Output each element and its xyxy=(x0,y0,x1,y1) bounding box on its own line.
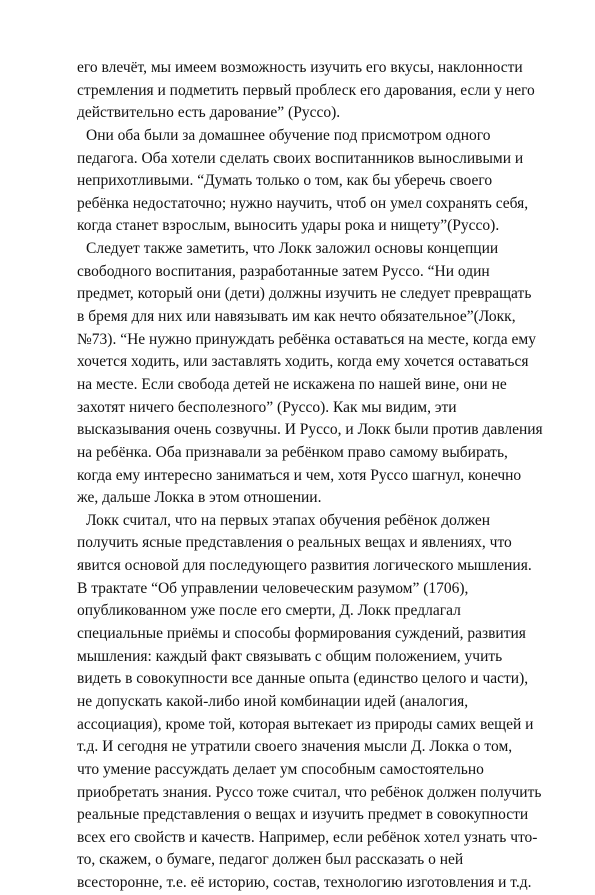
text-line: получить ясные представления о реальных вещах и явлениях, что xyxy=(77,534,512,552)
text-line: неприхотливыми. “Думать только о том, как бы уберечь своего xyxy=(77,172,493,190)
text-line: мышления: каждый факт связывать с общим положением, учить xyxy=(77,647,503,665)
text-line: то, скажем, о бумаге, педагог должен был рассказать о ней xyxy=(77,851,464,869)
text-line: свободного воспитания, разработанные затем Руссо. “Ни один xyxy=(77,262,490,280)
text-line: не допускать какой-либо иной комбинации идей (аналогия, xyxy=(77,692,469,710)
text-line: на месте. Если свобода детей не искажена по нашей вине, они не xyxy=(77,375,507,393)
text-line: педагога. Оба хотели сделать своих воспитанников выносливыми и xyxy=(77,149,524,167)
text-line: ассоциация), кроме той, которая вытекает из природы самих вещей и xyxy=(77,715,534,733)
text-line: явится основой для последующего развития логического мышления. xyxy=(77,557,532,575)
text-line: на ребёнка. Оба признавали за ребёнком право самому выбирать, xyxy=(77,443,508,461)
text-line: когда станет взрослым, выносить удары рока и нищету”(Руссо). xyxy=(77,217,500,235)
body-text xyxy=(77,57,547,895)
text-line: специальные приёмы и способы формирования суждений, развития xyxy=(77,625,526,643)
text-line: видеть в совокупности все данные опыта (единство целого и части), xyxy=(77,670,529,688)
text-line: предмет, который они (дети) должны изучить не следует превращать xyxy=(77,285,532,303)
text-line: №73). “Не нужно принуждать ребёнка оставаться на месте, когда ему xyxy=(77,330,536,348)
text-line: действительно есть дарование” (Руссо). xyxy=(77,104,341,122)
text-line: всех его свойств и качеств. Например, если ребёнок хотел узнать что- xyxy=(77,828,538,846)
text-line: высказывания очень созвучны. И Руссо, и Локк были против давления xyxy=(77,421,543,439)
text-line: когда ему интересно заниматься и чем, хотя Руссо шагнул, конечно xyxy=(77,466,522,484)
text-line: всесторонне, т.е. её историю, состав, технологию изготовления и т.д. xyxy=(77,874,532,892)
text-line: стремления и подметить первый проблеск его дарования, если у него xyxy=(77,81,535,99)
text-line: ребёнка недостаточно; нужно научить, чтоб он умел сохранять себя, xyxy=(77,194,529,212)
text-line: реальные представления о вещах и изучить предмет в совокупности xyxy=(77,806,529,824)
text-line: захотят ничего бесполезного” (Руссо). Как мы видим, эти xyxy=(77,398,457,416)
text-line: его влечёт, мы имеем возможность изучить его вкусы, наклонности xyxy=(77,59,523,76)
text-line: что умение рассуждать делает ум способным самостоятельно xyxy=(77,760,484,778)
text-line: В трактате “Об управлении человеческим разумом” (1706), xyxy=(77,579,469,597)
paragraph-first-line: Следует также заметить, что Локк заложил основы концепции xyxy=(86,240,499,258)
text-line: т.д. И сегодня не утратили своего значения мысли Д. Локка о том, xyxy=(77,738,513,756)
text-line: же, дальше Локка в этом отношении. xyxy=(77,489,322,507)
text-line: хочется ходить, или заставлять ходить, когда ему хочется оставаться xyxy=(77,353,529,371)
text-line: опубликованном уже после его смерти, Д. Локк предлагал xyxy=(77,602,461,620)
paragraph-first-line: Они оба были за домашнее обучение под присмотром одного xyxy=(86,126,491,144)
text-line: в бремя для них или навязывать им как нечто обязательное”(Локк, xyxy=(77,308,516,326)
paragraph-first-line: Локк считал, что на первых этапах обучения ребёнок должен xyxy=(86,511,491,529)
text-line: приобретать знания. Руссо тоже считал, что ребёнок должен получить xyxy=(77,783,542,801)
